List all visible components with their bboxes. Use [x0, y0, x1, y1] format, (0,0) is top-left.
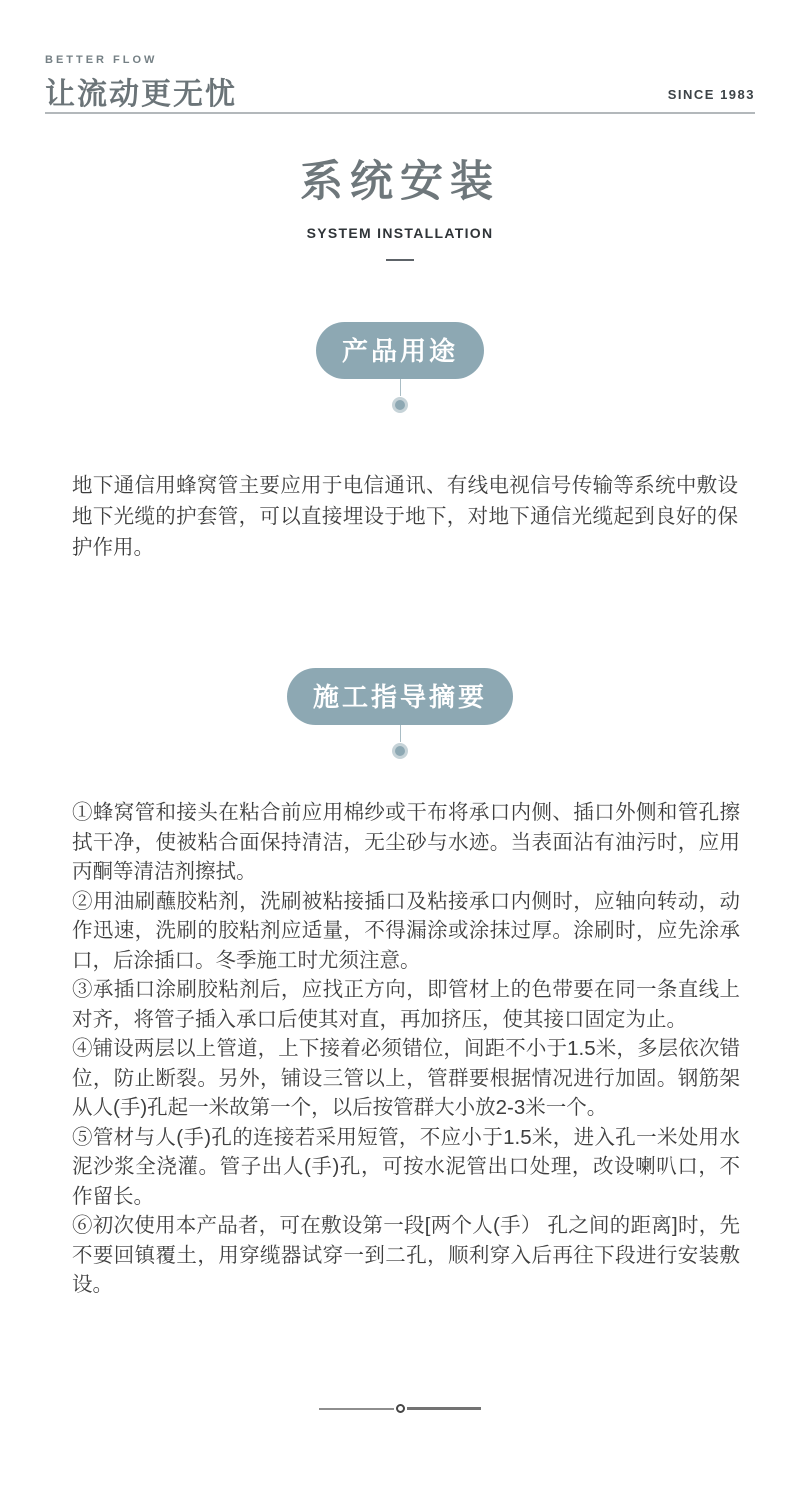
- ornament-line-left: [319, 1408, 394, 1410]
- header-divider: [45, 112, 755, 114]
- section-construction-guide: [0, 668, 800, 756]
- badge-connector-line: [400, 725, 401, 742]
- guide-list: [72, 798, 740, 1300]
- guide-item: ④铺设两层以上管道，上下接着必须错位，间距不小于1.5米，多层依次错位，防止断裂。另外，铺设三管以上，管群要根据情况进行加固。钢筋架从人(手)孔起一米故第一个，以后按管群大小放2-3米一个。: [72, 1037, 740, 1119]
- guide-item: ②用油刷蘸胶粘剂，洗刷被粘接插口及粘接承口内侧时，应轴向转动，动作迅速，洗刷的胶粘剂应适量，不得漏涂或涂抹过厚。涂刷时，应先涂承口，后涂插口。冬季施工时尤须注意。: [72, 889, 740, 972]
- brand-tagline: BETTER FLOW: [45, 54, 158, 66]
- section-product-use: [0, 322, 800, 410]
- ornament-line-right: [407, 1407, 482, 1410]
- guide-item: ③承插口涂刷胶粘剂后，应找正方向，即管材上的色带要在同一条直线上对齐，将管子插入承口后使其对直，再加挤压，使其接口固定为止。: [72, 978, 740, 1031]
- brand-logo: 让流动更无忧: [45, 78, 237, 111]
- section-badge-product-use: 产品用途: [316, 322, 484, 379]
- title-block: [0, 148, 800, 261]
- page-title: 系统安装: [300, 158, 500, 206]
- guide-item: ①蜂窝管和接头在粘合前应用棉纱或干布将承口内侧、插口外侧和管孔擦拭干净，使被粘合面保持清洁，无尘砂与水迹。当表面沾有油污时，应用丙酮等清洁剂擦拭。: [72, 801, 740, 883]
- since-label: SINCE 1983: [667, 87, 755, 102]
- section-badge-construction-guide: 施工指导摘要: [287, 668, 513, 725]
- footer-ornament: [319, 1404, 481, 1413]
- guide-item: ⑤管材与人(手)孔的连接若采用短管，不应小于1.5米，进入孔一米处用水泥沙浆全浇灌。管子出人(手)孔，可按水泥管出口处理，改设喇叭口，不作留长。: [72, 1125, 740, 1208]
- guide-item: ⑥初次使用本产品者，可在敷设第一段[两个人(手） 孔之间的距离]时，先不要回镇覆土，用穿缆器试穿一到二孔，顺利穿入后再往下段进行安装敷设。: [72, 1214, 740, 1296]
- badge-connector-dot-icon: [395, 746, 405, 756]
- intro-paragraph: 地下通信用蜂窝管主要应用于电信通讯、有线电视信号传输等系统中敷设地下光缆的护套管，可以直接埋设于地下，对地下通信光缆起到良好的保护作用。: [72, 474, 738, 559]
- badge-connector-line: [400, 379, 401, 396]
- page-subtitle: SYSTEM INSTALLATION: [306, 225, 494, 241]
- title-divider: [386, 259, 414, 261]
- badge-connector-dot-icon: [395, 400, 405, 410]
- header: [45, 54, 755, 111]
- ornament-circle-icon: [396, 1404, 405, 1413]
